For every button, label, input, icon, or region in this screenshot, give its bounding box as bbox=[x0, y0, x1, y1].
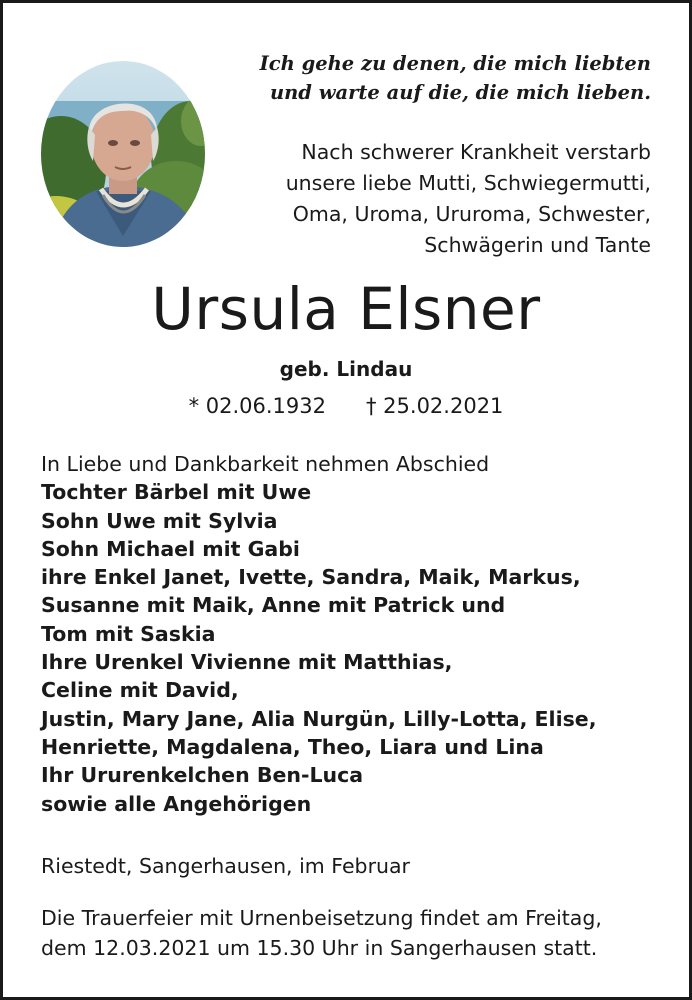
quote-line: Ich gehe zu denen, die mich liebten bbox=[259, 52, 651, 75]
mourner-line: Ihre Urenkel Vivienne mit Matthias, bbox=[41, 650, 453, 675]
maiden-name: geb. Lindau bbox=[279, 357, 413, 381]
place-and-date: Riestedt, Sangerhausen, im Februar bbox=[41, 854, 410, 878]
mourner-line: Tochter Bärbel mit Uwe bbox=[41, 480, 312, 505]
announcement-line: Schwägerin und Tante bbox=[424, 233, 651, 257]
service-line: dem 12.03.2021 um 15.30 Uhr in Sangerhausen statt. bbox=[41, 936, 598, 960]
portrait-photo bbox=[41, 61, 205, 247]
announcement-line: unsere liebe Mutti, Schwiegermutti, bbox=[285, 171, 651, 195]
service-line: Die Trauerfeier mit Urnenbeisetzung findet am Freitag, bbox=[41, 906, 602, 930]
mourner-line: Susanne mit Maik, Anne mit Patrick und bbox=[41, 593, 506, 618]
mourner-line: Sohn Michael mit Gabi bbox=[41, 536, 300, 561]
mourner-line: Justin, Mary Jane, Alia Nurgün, Lilly-Lotta, Elise, bbox=[41, 706, 597, 731]
mourners-intro: In Liebe und Dankbarkeit nehmen Abschied bbox=[41, 452, 490, 476]
mourner-line: Henriette, Magdalena, Theo, Liara und Lina bbox=[41, 734, 544, 759]
deceased-name: Ursula Elsner bbox=[151, 275, 541, 343]
death-date: † 25.02.2021 bbox=[366, 394, 504, 418]
mourners-list bbox=[41, 450, 597, 818]
portrait-image bbox=[41, 61, 205, 247]
death-announcement bbox=[286, 137, 651, 261]
mourner-line: sowie alle Angehörigen bbox=[41, 791, 312, 816]
mourner-line: Ihr Ururenkelchen Ben-Luca bbox=[41, 763, 364, 788]
quote-line: und warte auf die, die mich lieben. bbox=[269, 81, 651, 104]
life-dates bbox=[3, 391, 689, 421]
mourner-line: Tom mit Saskia bbox=[41, 621, 216, 646]
mourner-line: Sohn Uwe mit Sylvia bbox=[41, 508, 278, 533]
birth-date: * 02.06.1932 bbox=[188, 394, 326, 418]
mourner-line: Celine mit David, bbox=[41, 678, 239, 703]
memorial-quote bbox=[260, 49, 651, 107]
mourner-line: ihre Enkel Janet, Ivette, Sandra, Maik, Markus, bbox=[41, 565, 581, 590]
funeral-service-info bbox=[41, 903, 602, 963]
announcement-line: Oma, Uroma, Ururoma, Schwester, bbox=[292, 202, 651, 226]
announcement-line: Nach schwerer Krankheit verstarb bbox=[301, 140, 651, 164]
